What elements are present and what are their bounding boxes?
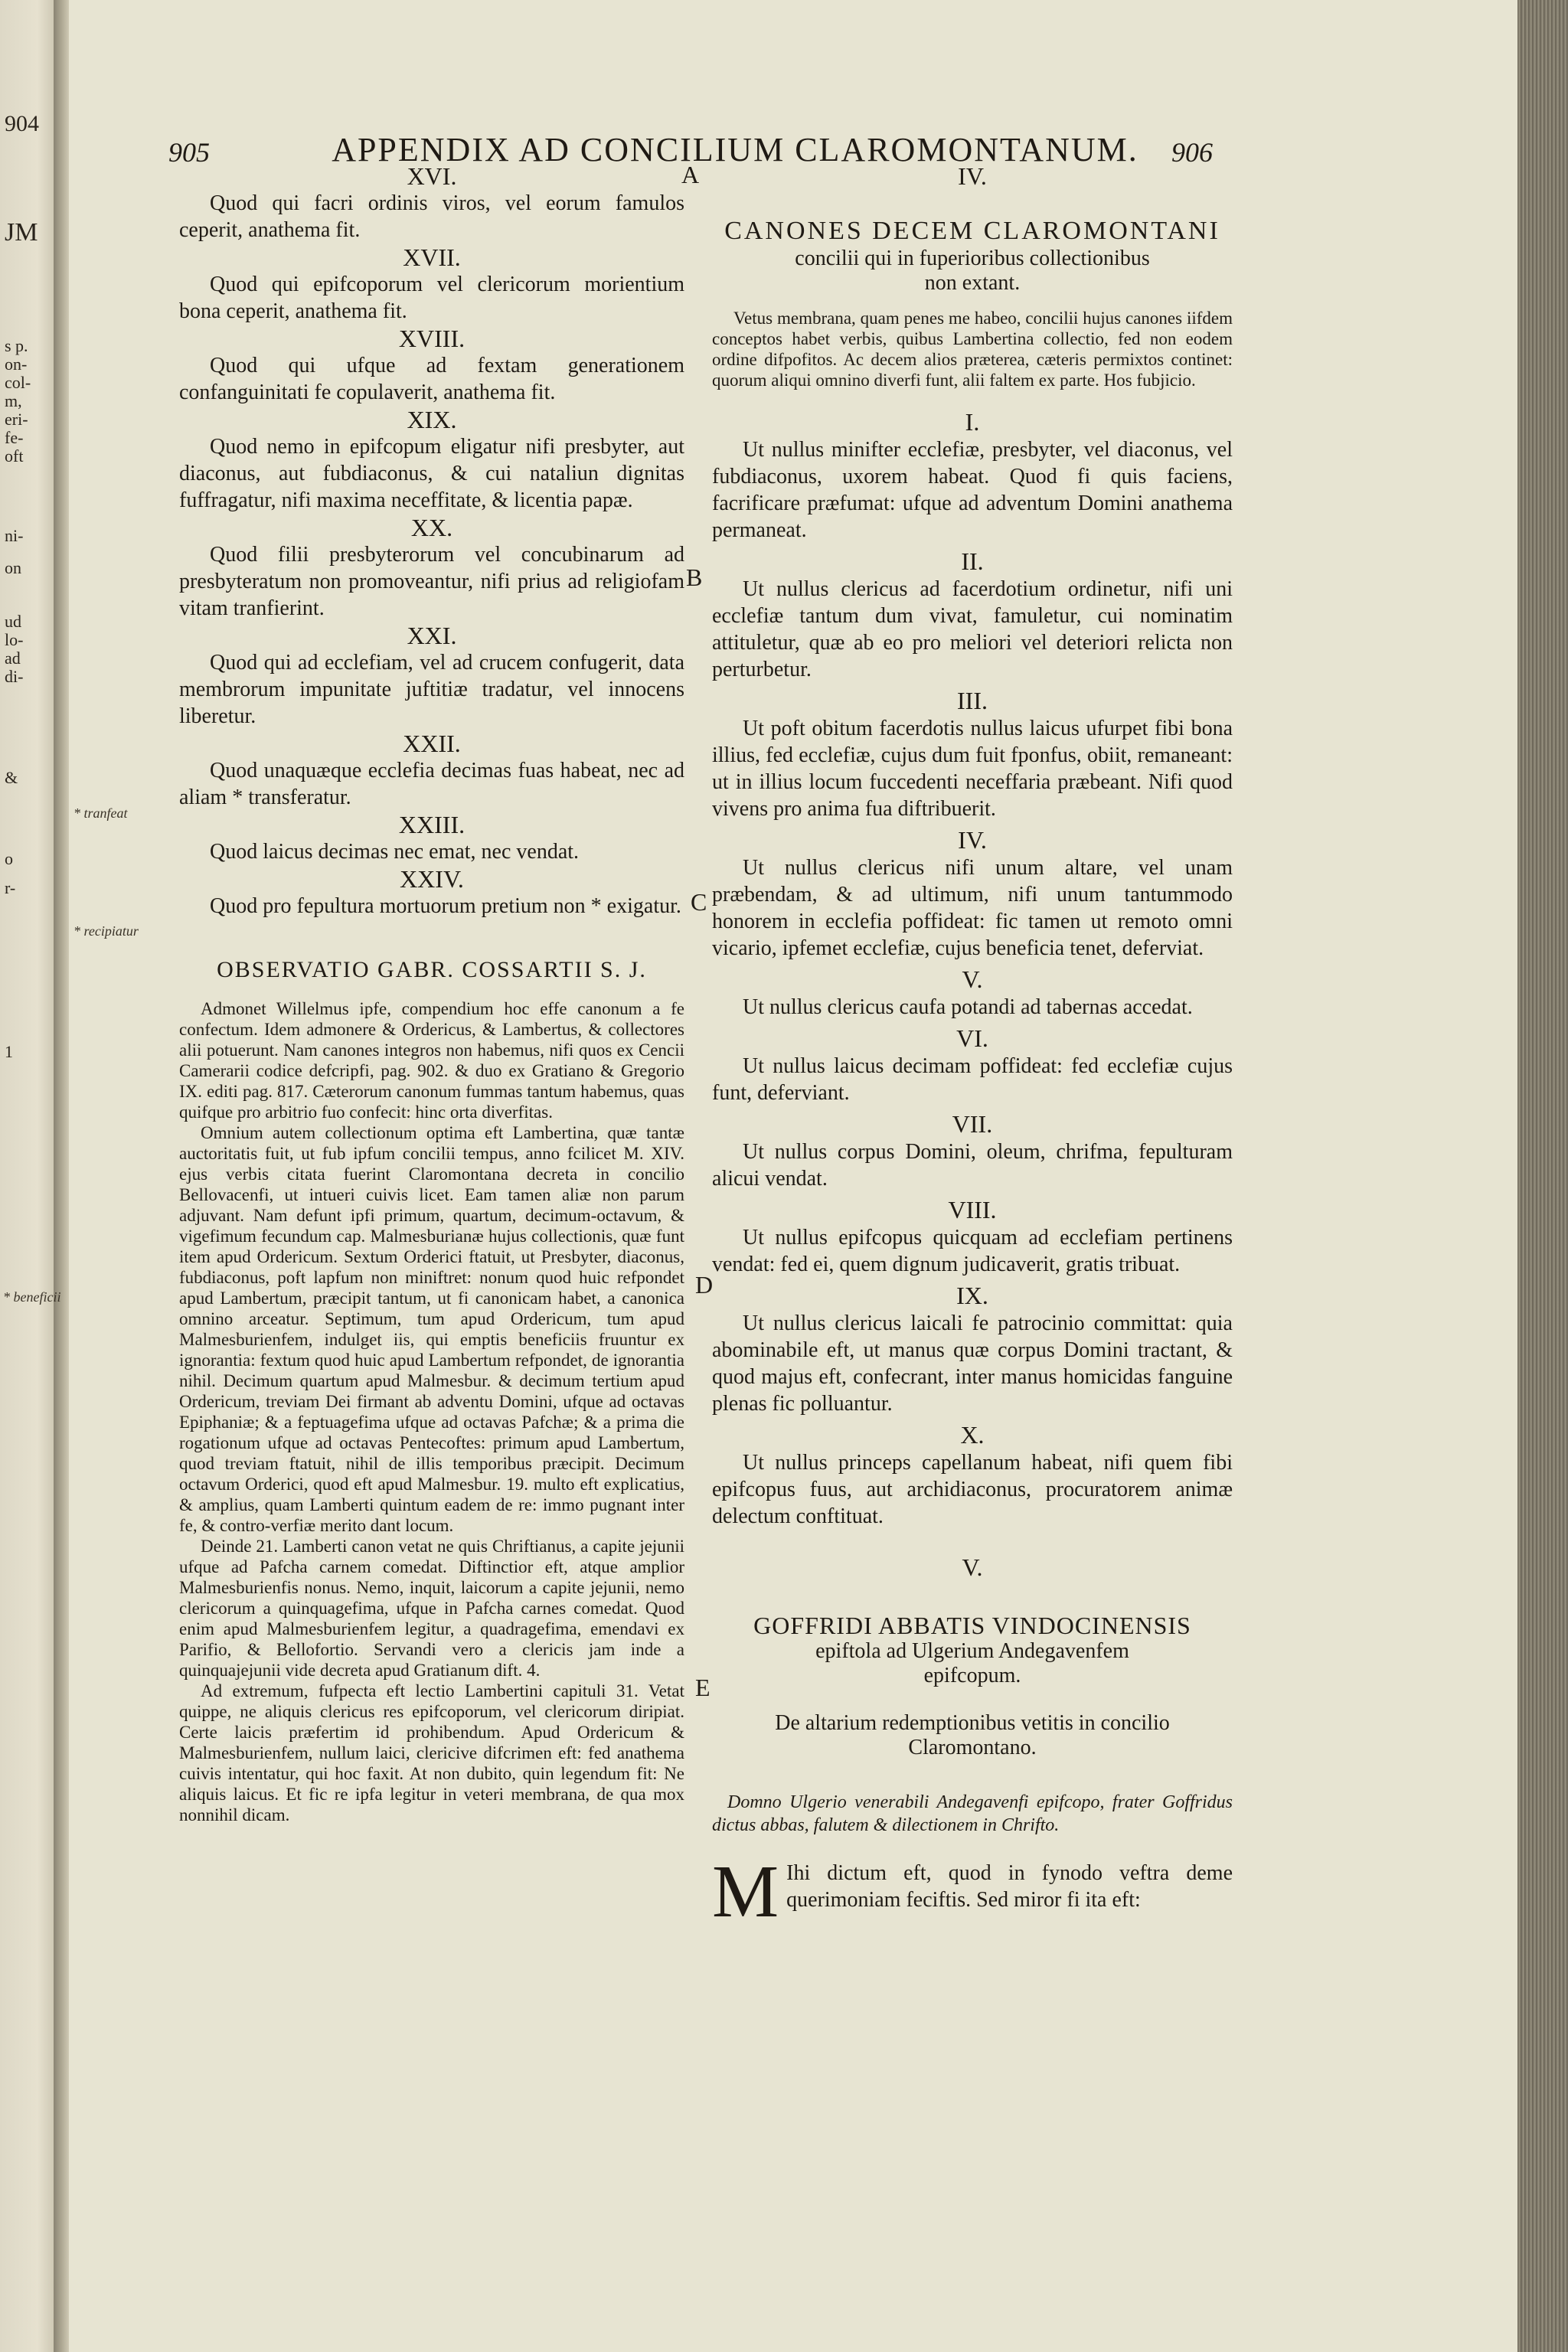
canon-text: Quod nemo in epifcopum eligatur nifi presbyter, aut diaconus, aut fubdiaconus, & cui nataliun dignitas fuffragatur, nifi maxima neceffitate, & licentia papæ.	[179, 435, 684, 512]
prev-fragment: fe-	[5, 428, 24, 447]
prev-fragment: 1	[5, 1042, 13, 1061]
prev-fragment: &	[5, 768, 18, 787]
canon-text: Quod qui ufque ad fextam generationem confanguinitati fe copulaverit, anathema fit.	[179, 354, 684, 404]
letter-subheading: epifcopum.	[923, 1664, 1021, 1687]
left-column	[179, 162, 684, 1825]
canon-number: XXII.	[403, 730, 461, 757]
canon-number: XVIII.	[398, 325, 466, 352]
canon-number: VIII.	[948, 1196, 997, 1223]
canon-number: V.	[962, 965, 983, 993]
canon-block	[179, 243, 684, 325]
letter-subheading: epiftola ad Ulgerium Andegavenfem	[815, 1639, 1129, 1663]
observation-paragraph: Omnium autem collectionum optima eft Lambertina, quæ tantæ auctoritatis fuit, ut fub ipfum concilii tempus, anno fcilicet M. XIV. ejus verbis citata fuerint Claromontana decreta in concilio Bellovacenfi, ut intueri cuivis licet. Eam tamen aliæ non parum adjuvant. Nam defunt ipfi primum, quartum, decimum-octavum, & vigefimum fecundum cap. Malmesburianæ hujus collectionis, quæ funt item apud Ordericum. Sextum Orderici ftatuit, ut Presbyter, diaconus, fubdiaconus, poft lapfum non miniftret: nonum quod huic refpondet apud Lambertum, præcipit tantum, ut fi canonicam habet, a canonica omnino arceatur. Septimum, tum apud Ordericum, tum apud Malmesburienfem, indulget iis, qui emptis beneficiis fruuntur ex ignorantia: fextum quod huic apud Lambertum refpondet, de ignorantia nihil. Decimum quartum apud Malmesbur. & decimum tertium apud Ordericum, treviam Dei firmant ab adventu Domini, ufque ad octavas Epiphaniæ; & a feptuagefima ufque ad octavas Pafchæ; & a prima die rogationum ufque ad octavas Pentecoftes: primum apud Lambertum, quod treviam ftatuit, nihil de illis temporibus præcipit. Decimum octavum Orderici, quod eft apud Malmesbur. 19. multo eft explicatius, & amplius, quam Lamberti quintum eadem de re: immo pugnant inter fe, & contro-verfiæ merito dant locum.	[179, 1123, 684, 1535]
canon-text: Quod unaquæque ecclefia decimas fuas habeat, nec ad aliam * transferatur.	[179, 759, 684, 809]
page-number-left: 905	[168, 137, 210, 168]
canon-block	[179, 622, 684, 730]
prev-fragment: r-	[5, 878, 16, 897]
canon-text: Ut nullus minifter ecclefiæ, presbyter, vel diaconus, vel fubdiaconus, uxorem habeat. Quod fi quis faciens, facrificare præfumat: ufque ad adventum Domini anathema permaneat.	[712, 438, 1233, 542]
canon-text: Quod qui epifcoporum vel clericorum morientium bona ceperit, anathema fit.	[179, 273, 684, 323]
canon-number: XXIV.	[400, 865, 464, 893]
observation-paragraph: Admonet Willelmus ipfe, compendium hoc effe canonum a fe confectum. Idem admonere & Ordericus, & Lambertus, & collectores alii potuerunt. Nam canones integros non habemus, nifi quos ex Cencii Camerarii codice defcripfi, pag. 902. & duo ex Gratiano & Gregorio IX. editi pag. 817. Cæterorum canonum fummas tantum habemus, quas quifque pro arbitrio fuo confecit: hinc orta diverfitas.	[179, 999, 684, 1122]
canon-number: XVII.	[403, 243, 461, 271]
prev-fragment: on	[5, 558, 21, 577]
prev-fragment: oft	[5, 446, 24, 466]
canon-block	[179, 865, 684, 920]
canon-block	[179, 325, 684, 406]
section-subheading: concilii qui in fuperioribus collectionibus	[795, 247, 1150, 270]
section-number: IV.	[958, 162, 987, 190]
intro-note: Vetus membrana, quam penes me habeo, concilii hujus canones iifdem conceptos habet verbis, quibus Lambertina collectio, fed non eodem ordine difpofitos. Ac decem alios præterea, cæteris permixtos continet: quorum aliqui omnino diverfi funt, alii faltem ex parte. Hos fubjicio.	[712, 309, 1233, 390]
canon-text: Quod qui ad ecclefiam, vel ad crucem confugerit, data membrorum impunitate juftitiæ tradatur, vel innocens liberetur.	[179, 651, 684, 728]
prev-fragment: o	[5, 849, 13, 868]
canon-number: VI.	[956, 1024, 988, 1052]
canon-number: XXI.	[407, 622, 457, 649]
page-edges	[1517, 0, 1568, 2352]
canon-block	[179, 811, 684, 865]
canon-text: Ut nullus epifcopus quicquam ad ecclefiam pertinens vendat: fed ei, quem dignum judicaverit, gratis tribuat.	[712, 1226, 1233, 1276]
observation-title: OBSERVATIO GABR. COSSARTII S. J.	[217, 957, 647, 982]
previous-page-number: 904	[5, 111, 39, 136]
canon-number: X.	[960, 1421, 985, 1449]
canon-text: Ut poft obitum facerdotis nullus laicus ufurpet fibi bona illius, fed ecclefiæ, cujus dum fuit fponfus, obiit, remaneant: ut in illius locum fuccedenti neceffaria præbeant. Nifi quod vivens pro anima fua diftribuerit.	[712, 717, 1233, 821]
prev-fragment: di-	[5, 667, 24, 686]
canon-block	[179, 514, 684, 622]
canon-text: Ut nullus laicus decimam poffideat: fed ecclefiæ cujus funt, deferviant.	[712, 1054, 1233, 1105]
margin-note: * beneficii	[3, 1289, 61, 1305]
canon-text: Ut nullus clericus nifi unum altare, vel unam præbendam, & ad ultimum, nifi unum tantummodo honorem in ecclefia poffideat: fic tamen ut remoto omni vicario, ipfemet ecclefiæ, cujus beneficia tenet, deferviat.	[712, 856, 1233, 960]
prev-fragment: ni-	[5, 526, 24, 545]
prev-fragment: col-	[5, 373, 31, 392]
canon-number: XXIII.	[398, 811, 466, 838]
canon-text: Ut nullus princeps capellanum habeat, nifi quem fibi epifcopus fuus, aut archidiaconus, procuratorem animæ delectum conftituat.	[712, 1451, 1233, 1528]
canon-text: Ut nullus clericus caufa potandi ad tabernas accedat.	[743, 995, 1193, 1019]
book-gutter	[54, 0, 69, 2352]
letter-opening	[712, 1851, 1233, 1933]
canon-block	[179, 406, 684, 514]
margin-note: * recipiatur	[74, 923, 139, 939]
prev-fragment: lo-	[5, 630, 24, 649]
prev-fragment: on-	[5, 354, 28, 374]
section-letter: E	[695, 1674, 710, 1701]
canon-block	[179, 162, 684, 243]
prev-fragment: eri-	[5, 410, 28, 429]
canon-text: Quod pro fepultura mortuorum pretium non * exigatur.	[210, 894, 681, 918]
canon-text: Ut nullus clericus laicali fe patrocinio committat: quia abominabile eft, ut manus quæ corpus Domini tractant, & quod majus eft, confecrant, inter manus homicidas fanguine plenas fic polluantur.	[712, 1312, 1233, 1416]
section-letter: C	[691, 888, 707, 916]
prev-fragment: ud	[5, 612, 21, 631]
canon-text: Ut nullus clericus ad facerdotium ordinetur, nifi uni ecclefiæ tantum dum vivat, famuletur, cui nominatim attituletur, quæ ab eo pro meliori vel deteriori relicta non perturbetur.	[712, 577, 1233, 681]
running-title: APPENDIX AD CONCILIUM CLAROMONTANUM.	[332, 131, 1138, 168]
canon-number: IX.	[956, 1282, 988, 1309]
canon-number: XVI.	[407, 162, 457, 190]
canon-text: Ut nullus corpus Domini, oleum, chrifma, fepulturam alicui vendat.	[712, 1140, 1233, 1191]
margin-note: * tranfeat	[74, 805, 128, 821]
prev-fragment: JM	[5, 218, 38, 247]
canon-number: III.	[957, 687, 988, 714]
section-number: V.	[962, 1553, 983, 1581]
page-number-right: 906	[1171, 137, 1213, 168]
letter-text: Ihi dictum eft, quod in fynodo veftra deme querimoniam feciftis. Sed miror fi ita eft:	[786, 1861, 1233, 1912]
section-letter: D	[695, 1271, 714, 1298]
canon-number: VII.	[952, 1110, 993, 1138]
canon-number: XIX.	[407, 406, 457, 433]
canon-number: I.	[965, 408, 980, 436]
prev-fragment: ad	[5, 648, 21, 668]
canon-block	[179, 730, 684, 811]
letter-heading: GOFFRIDI ABBATIS VINDOCINENSIS	[753, 1612, 1191, 1639]
canon-text: Quod laicus decimas nec emat, nec vendat.	[210, 840, 580, 864]
drop-capital: M	[712, 1851, 779, 1933]
right-column	[712, 162, 1233, 1933]
section-letter: B	[686, 564, 703, 591]
letter-salutation: Domno Ulgerio venerabili Andegavenfi epifcopo, frater Goffridus dictus abbas, falutem & dilectionem in Chrifto.	[712, 1792, 1233, 1835]
observation-paragraph: Ad extremum, fufpecta eft lectio Lambertini capituli 31. Vetat quippe, ne aliquis clericus res epifcoporum, vel clericorum diripiat. Certe laicis præfertim id prohibendum. Apud Ordericum & Malmesburienfem, nullum laici, clericive difcrimen eft: fed anathema cuivis intentatur, qui hoc faxit. At non dubito, quin legendum fit: Ne aliquis laicus. Et fic re ipfa legitur in veteri membrana, de qua mox nonnihil dicam.	[179, 1681, 684, 1824]
prev-fragment: m,	[5, 391, 22, 410]
canon-text: Quod filii presbyterorum vel concubinarum ad presbyteratum non promoveantur, nifi prius ad religiofam vitam tranfierint.	[179, 543, 684, 620]
section-letter: A	[681, 161, 700, 188]
canon-text: Quod qui facri ordinis viros, vel eorum famulos ceperit, anathema fit.	[179, 191, 684, 242]
prev-fragment: s p.	[5, 336, 28, 355]
letter-topic: De altarium redemptionibus vetitis in concilio Claromontano.	[775, 1711, 1170, 1759]
canon-number: II.	[961, 547, 984, 575]
section-subheading: non extant.	[924, 271, 1021, 295]
section-heading: CANONES DECEM CLAROMONTANI	[724, 217, 1220, 245]
observation-paragraph: Deinde 21. Lamberti canon vetat ne quis Chriftianus, a capite jejunii ufque ad Pafcha carnem comedat. Diftinctior eft, atque amplior Malmesburienfis nonus. Nemo, inquit, laicorum a capite jejunii, nemo clericorum a quinquagefima, ufque in Pafcha carnes comedat. Quod enim apud Malmesburienfem legitur, a quadragefima, emendavi ex Parifio, & Bellofortio. Servandi vero a clericis jam inde a quinquajejunii vide decreta apud Gratianum dift. 4.	[179, 1537, 684, 1680]
canon-number: IV.	[958, 826, 987, 854]
canon-number: XX.	[410, 514, 453, 541]
previous-page-edge	[0, 0, 54, 2352]
